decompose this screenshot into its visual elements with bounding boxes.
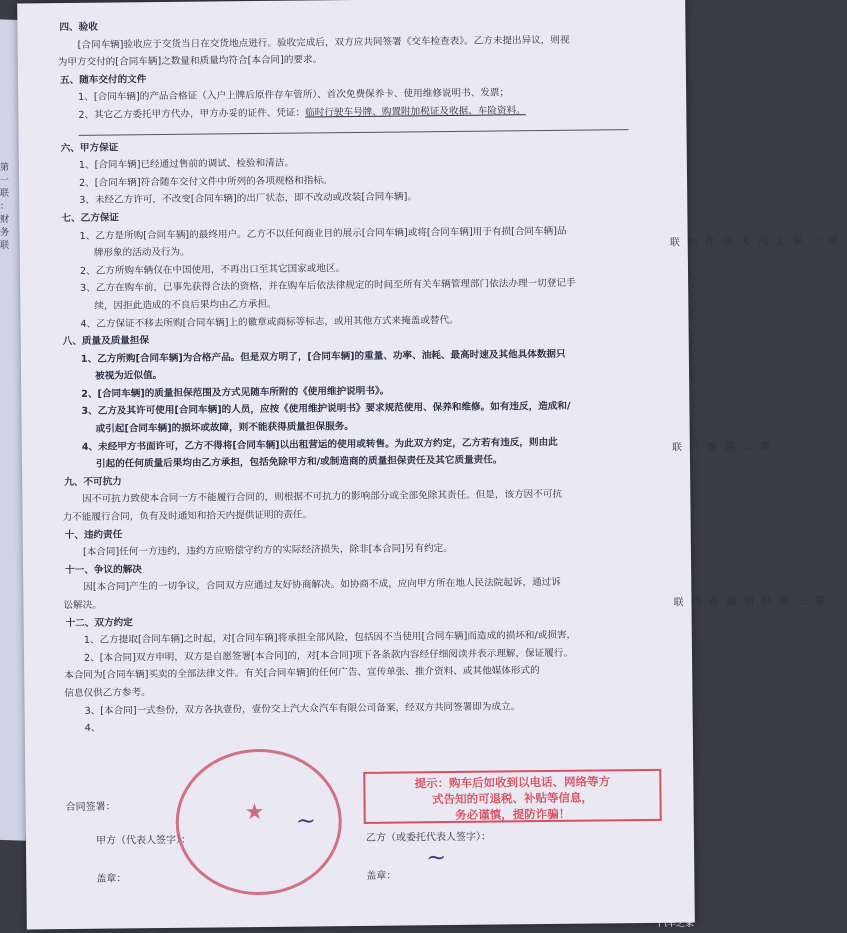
section-title: 十二、双方约定 [65,616,133,629]
section-line-text: 2、其它乙方委托甲方代办，甲方办妥的证件、凭证： [78,107,306,121]
section-title: 九、不可抗力 [64,476,122,488]
party-b-signature: ~ [425,843,447,872]
section-line: 2、[合同车辆]符合随车交付文件中所列的各项规格和指标。 [78,174,333,189]
left-label-char: 务 [0,228,10,238]
section-line: 1、乙方是所购[合同车辆]的最终用户。乙方不以任何商业目的展示[合同车辆]或将[合同车辆]用于有损[合同车辆]品 [79,225,567,242]
section-title: 八、质量及质量担保 [62,335,150,348]
company-seal [175,748,343,896]
section-line: 4、未经甲方书面许可，乙方不得将[合同车辆]以出租营运的使用或转售。为此双方约定，乙方若有违反，则由此 [81,436,558,453]
left-label-char: 联 [0,189,10,199]
copy-label: 第三联 经销商存档联 [671,595,823,608]
left-label-char: 财 [0,215,10,225]
section-line: 1、乙方提取[合同车辆]之时起，对[合同车辆]将承担全部风险，包括因不当使用[合同车辆]而造成的损坏和/或损害， [83,629,577,647]
section-line: 续，因拒此造成的不良后果均由乙方承担。 [94,298,277,312]
notice-line: 务必谨慎，提防诈骗！ [455,806,571,822]
left-label-char: 一 [0,176,10,186]
star-icon: ★ [244,799,265,826]
contract-sign-label: 合同签署： [65,801,116,814]
fraud-notice [363,769,662,824]
section-line: 1、[合同车辆]已经通过售前的调试、检验和清洁。 [78,157,294,172]
section-line: 1、[合同车辆]的产品合格证（入户上牌后原件存车管所）、首次免费保养卡、使用维修说明书、发票； [78,87,510,104]
section-line: 讼解决。 [63,599,102,612]
section-title: 十一、争议的解决 [65,564,142,576]
copy-label: 第一联 上汽大众存档联 [667,234,837,248]
party-b-label: 乙方（或委托代表人签字）： [365,831,491,844]
section-line: 2、乙方所购车辆仅在中国使用，不再出口至其它国家或地区。 [79,262,346,277]
section-line: 或引起[合同车辆]的损坏或故障，则不能获得质量担保服务。 [95,421,354,435]
section-line: 为甲方交付的[合同车辆]之数量和质量均符合[本合同]的要求。 [57,54,323,69]
section-line: 牌形象的活动及行为。 [93,246,190,259]
left-label-char: ： [0,202,10,212]
section-line: [合同车辆]验收应于交货当日在交货地点进行。验收完成后，双方应共同签署《交车检查表》。乙方未提出异议，则视 [77,34,570,51]
section-title: 四、验收 [59,21,98,34]
left-label-char: 第 [0,163,10,173]
left-label-char: 联 [0,241,10,251]
section-line: 1、乙方所购[合同车辆]为合格产品。但是双方明了，[合同车辆]的重量、功率、油耗、最高时速及其他具体数据只 [80,348,566,365]
section-line: 3、乙方及其许可使用[合同车辆]的人员，应按《使用维护说明书》要求规范使用、保养和维修。如有违反，造成和/ [81,401,571,418]
section-line: 4、乙方保证不移去所购[合同车辆]上的徽章或商标等标志，或用其他方式来掩盖或替代。 [80,314,459,330]
party-a-signature: ~ [295,806,316,835]
section-title: 六、甲方保证 [60,142,119,154]
section-line: 因不可抗力致使本合同一方不能履行合同的，则根据不可抗力的影响部分或全部免除其责任。但是，该方因不可抗 [82,489,563,506]
contract-body [57,13,634,738]
seal-label-a: 盖章： [96,873,127,885]
section-line: 2、[合同车辆]的质量担保范围及方式见随车所附的《使用维护说明书》。 [81,385,390,400]
section-line: 3、乙方在购车前，已事先获得合法的资格，并在购车后依法律规定的时间至所有关车辆管理部门依法办理一切登记手 [80,278,576,295]
notice-line: 式告知的可退税、补贴等信息， [431,790,594,807]
copy-label: 第二联 客户联 [669,440,769,453]
contract-page [17,0,837,929]
section-line: 本合同为[合同车辆]买卖的全部法律文件。有关[合同车辆]的任何广告、宣传单张、推介资料、或其他媒体形式的 [64,665,540,682]
section-line: 3、[本合同]一式叁份，双方各执壹份，壹份交上汽大众汽车有限公司备案，经双方共同签署即为成立。 [84,700,521,717]
filled-value: 临时行驶车号牌、购置附加税证及收据、车险资料。 [305,105,526,119]
section-title: 五、随车交付的文件 [59,73,147,86]
seal-label-b: 盖章： [366,870,397,882]
section-line: 2、[本合同]双方申明，双方是自愿签署[本合同]的，对[本合同]项下各条款内容经仔细阅读并表示理解，保证履行。 [83,647,574,664]
section-line: 3、未经乙方许可，不改变[合同车辆]的出厂状态，即不改动或改装[合同车辆]。 [79,191,417,207]
notice-line: 提示：购车后如收到以电话、网络等方 [414,774,611,791]
section-title: 十、违约责任 [64,529,123,541]
section-line: 被视为近似值。 [95,370,163,383]
section-line: 信息仅供乙方参考。 [64,687,151,700]
section-title: 七、乙方保证 [61,212,120,225]
party-a-label: 甲方（代表人签字）： [95,834,191,847]
section-line: 引起的任何质量后果均由乙方承担，包括免除甲方和/或制造商的质量担保责任及其它质量责任。 [95,454,503,470]
section-line: [本合同]任何一方违约，违约方应赔偿守约方的实际经济损失，除非[本合同]另有约定。 [82,543,453,559]
section-line: 4、 [84,722,101,735]
section-line: 因[本合同]产生的一切争议，合同双方应通过友好协商解决。如协商不成，应向甲方所在地人民法院起诉，通过诉 [83,577,561,594]
watermark: 汽车之家 [657,919,694,929]
section-line: 力不能履行合同，负有及时通知和拾天内提供证明的责任。 [62,509,313,524]
